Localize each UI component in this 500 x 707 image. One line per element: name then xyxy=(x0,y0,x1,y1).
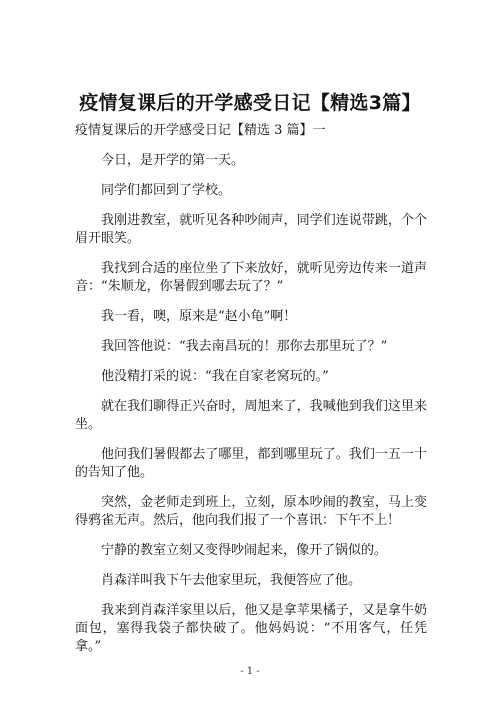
page-number: - 1 - xyxy=(240,666,260,677)
section-heading: 疫情复课后的开学感受日记【精选 3 篇】一 xyxy=(75,123,326,138)
paragraph: 同学们都回到了学校。 xyxy=(101,183,232,198)
document-body xyxy=(75,122,427,668)
document-title: 疫情复课后的开学感受日记【精选3篇】 xyxy=(79,91,421,114)
paragraph: 就在我们聊得正兴奋时，周旭来了，我喊他到我们这里来坐。 xyxy=(75,399,427,432)
paragraph: 我来到肖森洋家里以后，他又是拿苹果橘子，又是拿牛奶面包，塞得我袋子都快破了。他妈妈说：“不用客气，任凭拿。” xyxy=(75,603,427,654)
paragraph: 今日，是开学的第一天。 xyxy=(101,153,245,168)
paragraph: 他没精打采的说：“我在自家老窝玩的。” xyxy=(101,369,329,384)
paragraph: 我回答他说：“我去南昌玩的！那你去那里玩了？” xyxy=(101,339,388,354)
paragraph: 他问我们暑假都去了哪里，都到哪里玩了。我们一五一十的告知了他。 xyxy=(75,447,427,480)
paragraph: 突然，金老师走到班上，立刻，原本吵闹的教室，马上变得鸦雀无声。然后，他向我们报了一个喜讯：下午不上！ xyxy=(75,495,427,528)
paragraph: 我刚进教室，就听见各种吵闹声，同学们连说带跳，个个眉开眼笑。 xyxy=(75,213,427,246)
paragraph: 我找到合适的座位坐了下来放好，就听见旁边传来一道声音：“朱顺龙，你暑假到哪去玩了？” xyxy=(75,261,427,294)
paragraph: 宁静的教室立刻又变得吵闹起来，像开了锅似的。 xyxy=(101,543,388,558)
paragraph: 肖森洋叫我下午去他家里玩，我便答应了他。 xyxy=(101,573,362,588)
paragraph: 我一看，噢，原来是“赵小龟”啊！ xyxy=(101,309,297,324)
